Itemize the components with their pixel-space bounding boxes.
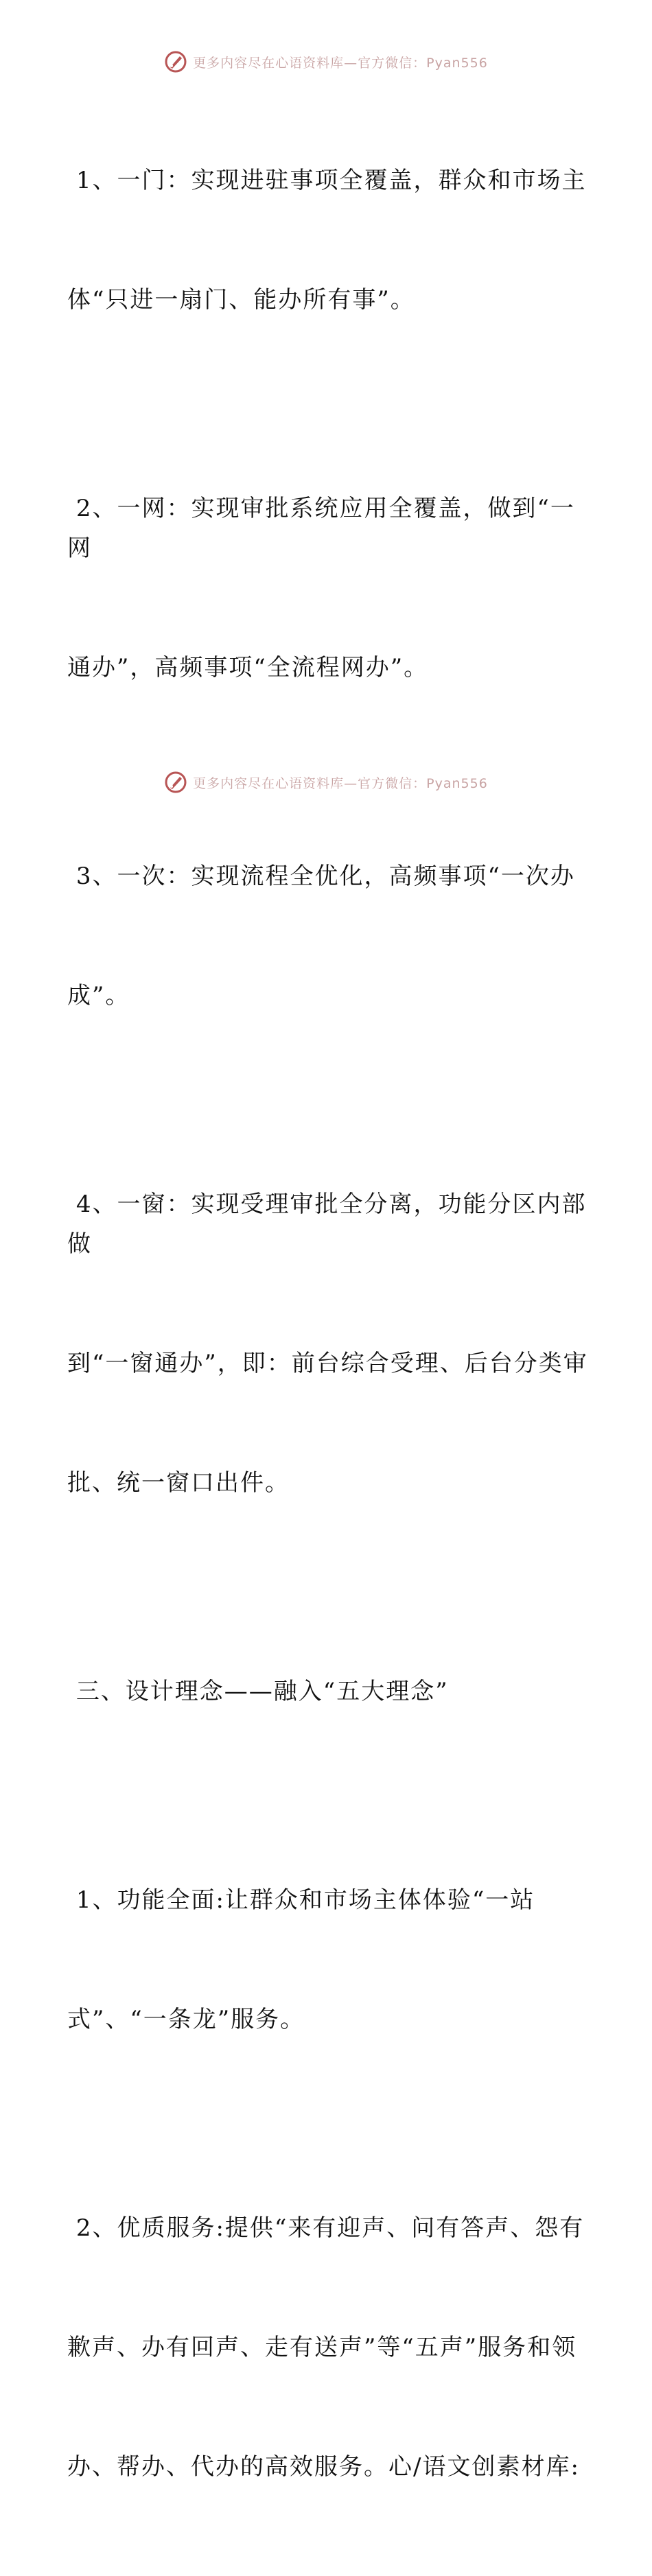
paragraph-4: [67, 1105, 589, 1582]
text-line: 2、一网：实现审批系统应用全覆盖，做到“一网: [67, 495, 575, 562]
text-line: 3、一次：实现流程全优化，高频事项“一次办: [67, 863, 575, 890]
paragraph-3: [67, 777, 589, 1095]
document-body: [67, 81, 589, 2576]
text-line: 通办”，高频事项“全流程网办”。: [67, 654, 429, 681]
paragraph-5: [67, 1801, 589, 2119]
watermark-header: [0, 48, 652, 75]
text-line: 式”、“一条龙”服务。: [67, 2006, 305, 2033]
section-heading: [67, 1592, 589, 1791]
text-line: 到“一窗通办”，即：前台综合受理、后台分类审: [67, 1350, 588, 1377]
text-line: 批、统一窗口出件。: [67, 1469, 290, 1497]
watermark-footer: [0, 769, 652, 796]
text-line: 1、功能全面:让群众和市场主体体验“一站: [67, 1886, 535, 1914]
text-line: 1、一门：实现进驻事项全覆盖，群众和市场主: [67, 167, 587, 194]
text-line: 体“只进一扇门、能办所有事”。: [67, 286, 415, 314]
paragraph-1: [67, 81, 589, 399]
text-line: 歉声、办有回声、走有送声”等“五声”服务和领: [67, 2334, 577, 2361]
heading-line: 三、设计理念——融入“五大理念”: [67, 1678, 449, 1705]
text-line: 成”。: [67, 982, 130, 1009]
paragraph-2: [67, 409, 589, 767]
pen-logo-icon: [164, 50, 187, 73]
watermark-text: 更多内容尽在心语资料库—官方微信：Pyan556: [193, 775, 488, 791]
pen-logo-icon: [164, 771, 187, 794]
paragraph-6: [67, 2129, 589, 2566]
text-line: 2、优质服务:提供“来有迎声、问有答声、怨有: [67, 2214, 585, 2242]
text-line: 办、帮办、代办的高效服务。心/语文创素材库:: [67, 2453, 580, 2481]
text-line: 4、一窗：实现受理审批全分离，功能分区内部做: [67, 1191, 587, 1258]
watermark-text: 更多内容尽在心语资料库—官方微信：Pyan556: [193, 55, 488, 71]
